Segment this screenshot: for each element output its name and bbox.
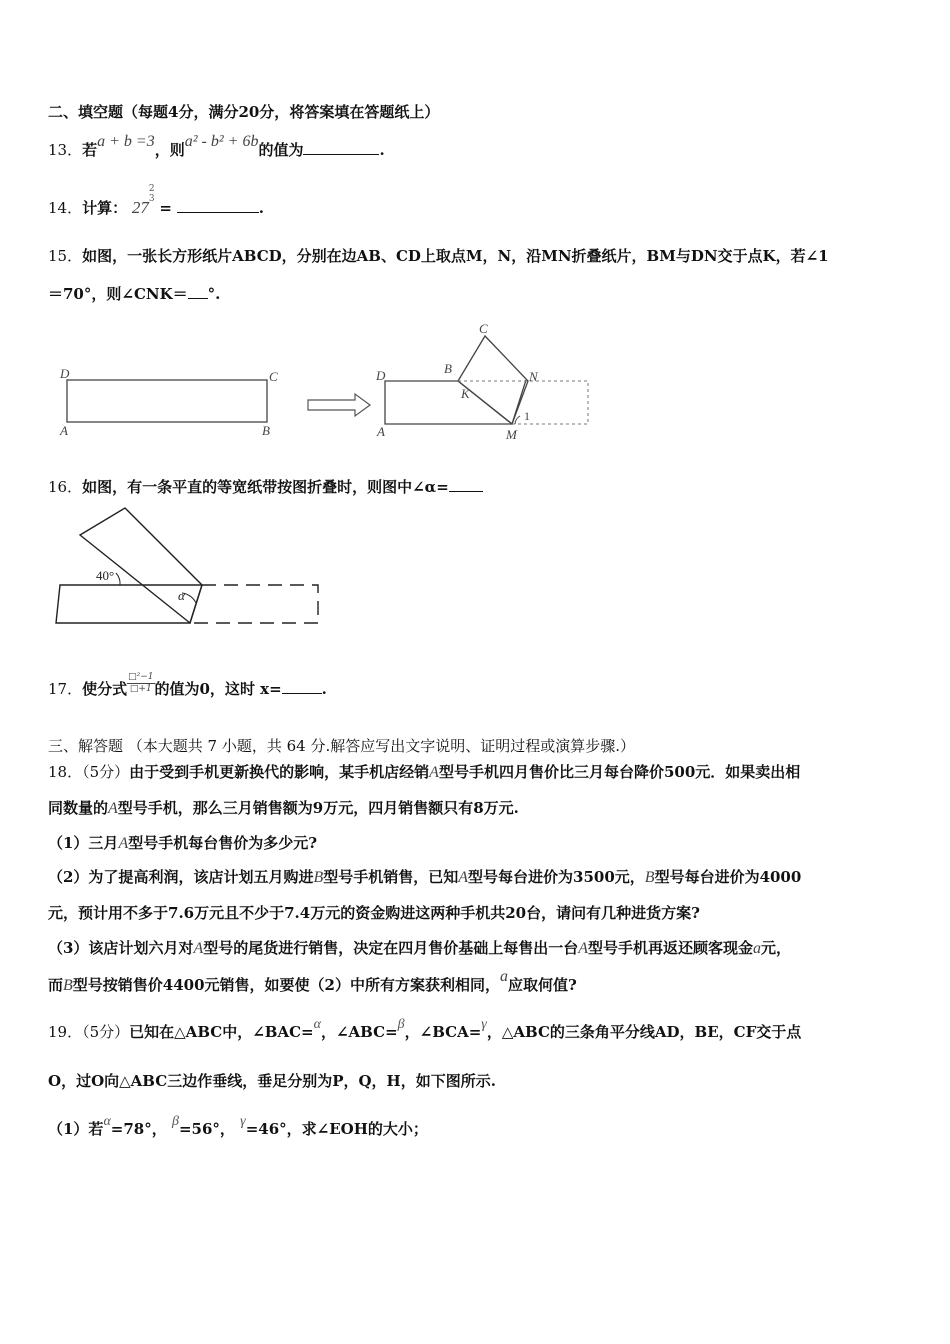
q16-number: 16． [48,478,83,496]
q18-part2-line2: 元，预计用不多于7.6万元且不少于7.4万元的资金购进这两种手机共20台，请问有几种进货方案? [48,904,700,922]
q15-label-D1: D [60,366,70,381]
q18-line1 [48,762,800,783]
q16-alpha: α [178,588,185,603]
q18-part1 [48,833,317,854]
question-16 [48,477,483,497]
q18-l1b: 型号手机四月售价比三月每台降价500元．如果卖出相 [438,763,801,781]
q15-rect-left [67,380,267,422]
q18-p3a: （3）该店计划六月对 [48,939,194,957]
q19-score: （5分） [82,1023,130,1041]
q15-label-B1: B [262,423,270,438]
q18-l2a: 同数量的 [48,799,109,817]
q16-dashed [190,585,318,623]
q19-p1d: =46°，求∠EOH的大小； [245,1120,428,1138]
question-15-line2 [48,284,220,304]
q15-label-A2: A [377,424,385,439]
question-17 [48,672,327,699]
q15-arrow [308,394,370,416]
q18-varA-2: A [108,800,118,817]
q18-varA-1: A [429,764,439,781]
q18-p2d: 型号每台进价为4000 [654,868,802,886]
q15-label-1: 1 [524,409,530,423]
q17-frac-num: □²−1 [128,672,154,682]
q18-p3d: 元， [761,939,792,957]
q19-gamma-2: γ [240,1114,246,1129]
q15-text2-end: °. [207,285,221,303]
q14-pre: 计算： [82,199,128,217]
q17-answer-blank[interactable] [282,693,322,694]
q13-mid: ，则 [154,141,185,159]
q18-l2b: 型号手机，那么三月销售额为9万元，四月销售额只有8万元. [117,799,519,817]
q19-alpha-2: α [103,1114,111,1129]
q18-varA-3: A [118,835,129,852]
q13-condition: a + b =3 [97,133,155,150]
q19-l1c: ，∠BCA= [404,1023,482,1041]
q19-line1 [48,1017,802,1044]
q17-number: 17． [48,680,83,698]
q18-number: 18． [48,763,83,781]
q18-varA-6: A [578,940,589,957]
q18-part3-line2 [48,968,577,996]
q13-tail: . [379,141,385,159]
q15-label-C1: C [269,369,278,384]
q18-p1b: 型号手机每台售价为多少元? [128,834,318,852]
q18-varA-4: A [458,869,469,886]
q16-angle-40: 40° [96,568,115,583]
q19-gamma-1: γ [481,1017,487,1032]
q19-l1b: ，∠ABC= [320,1023,398,1041]
q13-number: 13． [48,141,83,159]
q17-pre: 使分式 [82,680,128,698]
q14-equals: = [159,199,172,217]
q19-l1a: 已知在△ABC中，∠BAC= [129,1023,314,1041]
q15-number: 15． [48,247,83,265]
q13-post: 的值为 [258,141,304,159]
q14-exponent [149,184,155,204]
q19-part1 [48,1114,428,1141]
q17-frac-den: □+1 [129,684,152,694]
question-14 [48,184,264,218]
q18-line2 [48,798,519,819]
q14-number: 14． [48,199,83,217]
q14-exp-num: 2 [148,184,155,194]
q18-p3b: 型号的尾货进行销售，决定在四月售价基础上每售出一台 [203,939,579,957]
q19-p1c: =56°， [178,1120,235,1138]
q14-answer-blank[interactable] [177,212,259,213]
q15-label-A1: A [60,423,68,438]
q17-post: 的值为0，这时 x= [154,680,282,698]
q13-answer-blank[interactable] [303,154,379,155]
q15-label-N: N [529,369,538,384]
q17-fraction [127,672,154,695]
q18-p3e: 而 [48,976,64,994]
q17-tail: . [321,680,327,698]
q15-figure [50,318,610,448]
q18-varB-3: B [63,977,73,994]
q18-p3g: 应取何值? [508,976,577,994]
q16-strip [56,508,202,623]
q18-p2c: 型号每台进价为3500元， [468,868,645,886]
q18-part2-line1 [48,867,801,888]
q18-part3-line1 [48,938,791,959]
q18-varA-5: A [193,940,204,957]
q19-p1b: =78°， [110,1120,167,1138]
q15-text2: ＝70°，则∠CNK＝ [48,285,188,303]
q18-l1a: 由于受到手机更新换代的影响，某手机店经销 [129,763,430,781]
section3-heading: 三、解答题 （本大题共 7 小题，共 64 分.解答应写出文字说明、证明过程或演算步骤.） [48,737,636,755]
section2-heading: 二、填空题（每题4分，满分20分，将答案填在答题纸上） [48,103,440,121]
q14-base: 27 [131,198,149,217]
q13-expression: a² - b² + 6b [184,133,259,150]
q13-pre: 若 [82,141,98,159]
q14-exp-den: 3 [148,194,155,204]
q16-figure [50,505,330,630]
q19-alpha-1: α [313,1017,321,1032]
q19-line2: O，过O向△ABC三边作垂线，垂足分别为P，Q，H，如下图所示. [48,1072,496,1090]
q16-answer-blank[interactable] [449,491,483,492]
q18-p1a: （1）三月 [48,834,119,852]
q15-label-K: K [461,386,470,401]
q15-label-C2: C [479,321,488,336]
q19-beta-1: β [397,1017,405,1032]
q18-p3c: 型号手机再返还顾客现金 [588,939,754,957]
question-13 [48,133,385,161]
q18-varB-2: B [644,869,655,886]
q15-folded-figure [385,336,528,424]
question-15-line1 [48,246,829,266]
q18-varB-1: B [313,869,324,886]
q14-tail: . [258,199,264,217]
q15-answer-blank[interactable] [188,298,208,299]
q18-var-a-1: a [753,940,762,957]
q18-p2a: （2）为了提高利润，该店计划五月购进 [48,868,314,886]
q15-label-B2: B [444,361,452,376]
q19-beta-2: β [171,1114,179,1129]
q18-p3f: 型号按销售价4400元销售，如要使（2）中所有方案获利相同， [72,976,500,994]
q15-label-M: M [506,427,517,442]
q18-score: （5分） [82,763,130,781]
q19-l1d: ，△ABC的三条角平分线AD，BE，CF交于点 [486,1023,802,1041]
q15-label-D2: D [376,368,386,383]
q18-var-a-2: a [500,968,508,985]
q15-text1: 如图，一张长方形纸片ABCD，分别在边AB、CD上取点M，N，沿MN折叠纸片，BM与DN交于点K，若∠1 [82,247,829,265]
q16-text: 如图，有一条平直的等宽纸带按图折叠时，则图中∠α= [82,478,449,496]
q18-p2b: 型号手机销售，已知 [323,868,459,886]
q19-p1a: （1）若 [48,1120,104,1138]
q19-number: 19． [48,1023,83,1041]
